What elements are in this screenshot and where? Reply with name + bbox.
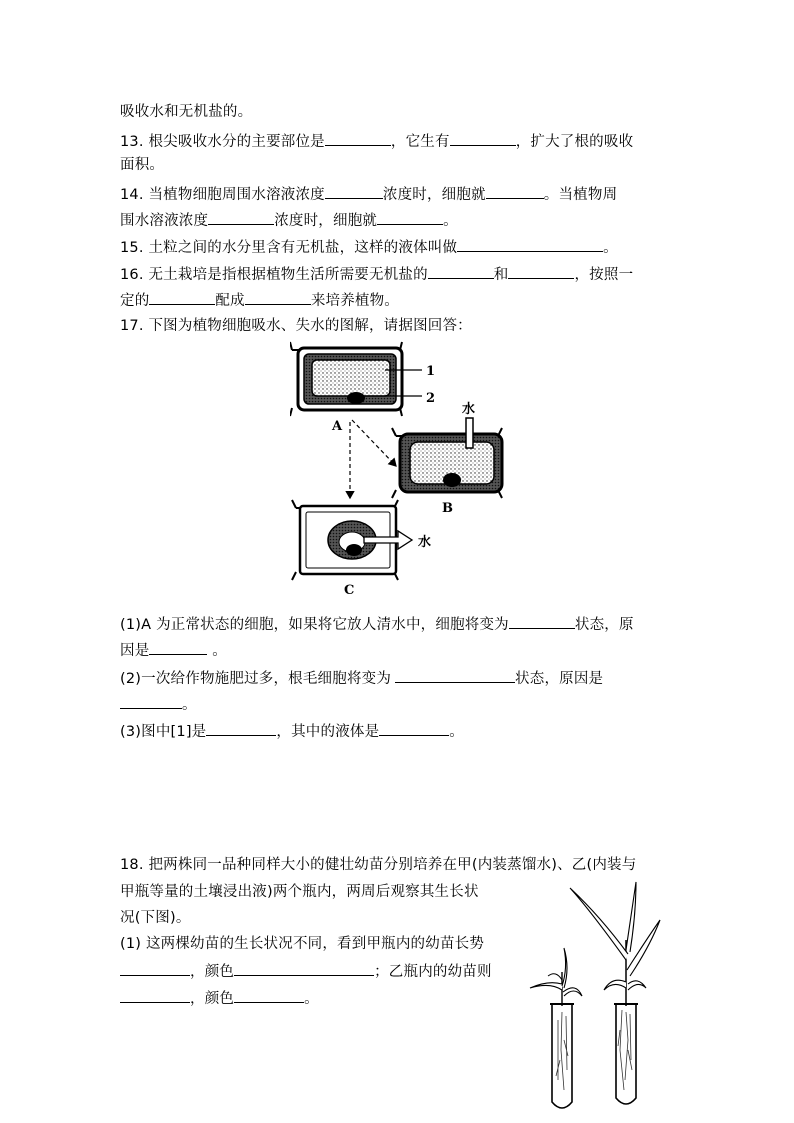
blank-17-2[interactable] xyxy=(149,640,207,655)
question-18: 18. 把两株同一品种同样大小的健壮幼苗分别培养在甲(内装蒸馏水)、乙(内装与 xyxy=(120,857,637,873)
blank-14-4[interactable] xyxy=(377,210,443,225)
seedling-left xyxy=(530,948,582,1006)
question-17: 17. 下图为植物细胞吸水、失水的图解，请据图回答： xyxy=(120,318,472,334)
question-16-cont: 定的 配成 来培养植物。 xyxy=(120,290,399,311)
blank-18-3[interactable] xyxy=(120,988,190,1003)
label-b: B xyxy=(442,501,453,516)
question-15: 15. 土粒之间的水分里含有无机盐，这样的液体叫做 。 xyxy=(120,237,618,258)
cell-osmosis-figure xyxy=(290,340,530,602)
label-a: A xyxy=(332,419,343,434)
question-18-cont-2: 况(下图)。 xyxy=(120,910,191,926)
seedling-right xyxy=(570,882,660,1006)
blank-17-6[interactable] xyxy=(379,721,449,736)
blank-14-2[interactable] xyxy=(486,184,544,199)
blank-18-1[interactable] xyxy=(120,961,190,976)
cell-b xyxy=(392,418,502,498)
blank-17-4[interactable] xyxy=(120,694,182,709)
blank-17-1[interactable] xyxy=(509,614,575,629)
question-14-cont: 围水溶液浓度 浓度时，细胞就 。 xyxy=(120,210,458,231)
water-in-label: 水 xyxy=(462,402,476,417)
label-c: C xyxy=(344,583,355,598)
blank-18-2[interactable] xyxy=(234,961,374,976)
question-17-1-cont: 因是 。 xyxy=(120,640,227,661)
blank-16-2[interactable] xyxy=(508,264,574,279)
blank-13-2[interactable] xyxy=(450,131,516,146)
blank-13-1[interactable] xyxy=(325,131,391,146)
blank-18-4[interactable] xyxy=(234,988,304,1003)
water-out-label: 水 xyxy=(418,535,432,550)
test-tube-left xyxy=(550,1004,574,1108)
blank-16-1[interactable] xyxy=(428,264,494,279)
question-17-2: (2)一次给作物施肥过多，根毛细胞将变为 状态，原因是 xyxy=(120,668,603,689)
blank-17-5[interactable] xyxy=(206,721,276,736)
blank-17-3[interactable] xyxy=(395,668,515,683)
blank-14-3[interactable] xyxy=(208,210,274,225)
question-17-1: (1)A 为正常状态的细胞，如果将它放人清水中，细胞将变为 状态，原 xyxy=(120,614,634,635)
test-tube-right xyxy=(614,1004,638,1104)
question-14: 14. 当植物细胞周围水溶液浓度 浓度时，细胞就 。当植物周 xyxy=(120,184,617,205)
blank-16-3[interactable] xyxy=(149,290,215,305)
blank-16-4[interactable] xyxy=(245,290,311,305)
cell-a xyxy=(290,342,402,416)
question-13-cont: 面积。 xyxy=(120,157,165,173)
question-18-1: (1) 这两棵幼苗的生长状况不同，看到甲瓶内的幼苗长势 xyxy=(120,936,485,952)
question-13: 13. 根尖吸收水分的主要部位是 ，它生有 ，扩大了根的吸收 xyxy=(120,131,633,152)
seedling-tubes-figure xyxy=(520,880,670,1116)
blank-15-1[interactable] xyxy=(457,237,603,252)
label-2: 2 xyxy=(426,391,436,406)
question-16: 16. 无土栽培是指根据植物生活所需要无机盐的 和 ，按照一 xyxy=(120,264,633,285)
question-17-2-cont: 。 xyxy=(120,694,197,715)
line-1: 吸收水和无机盐的。 xyxy=(120,104,253,120)
arrow-a-to-b xyxy=(352,420,396,466)
question-18-cont-1: 甲瓶等量的土壤浸出液)两个瓶内，两周后观察其生长状 xyxy=(120,884,479,900)
question-18-1-cont: ，颜色 ；乙瓶内的幼苗则 xyxy=(120,961,492,982)
label-1: 1 xyxy=(426,364,436,379)
question-17-3: (3)图中[1]是 ，其中的液体是 。 xyxy=(120,721,464,742)
blank-14-1[interactable] xyxy=(325,184,383,199)
question-18-1-cont-2: ，颜色 。 xyxy=(120,988,319,1009)
